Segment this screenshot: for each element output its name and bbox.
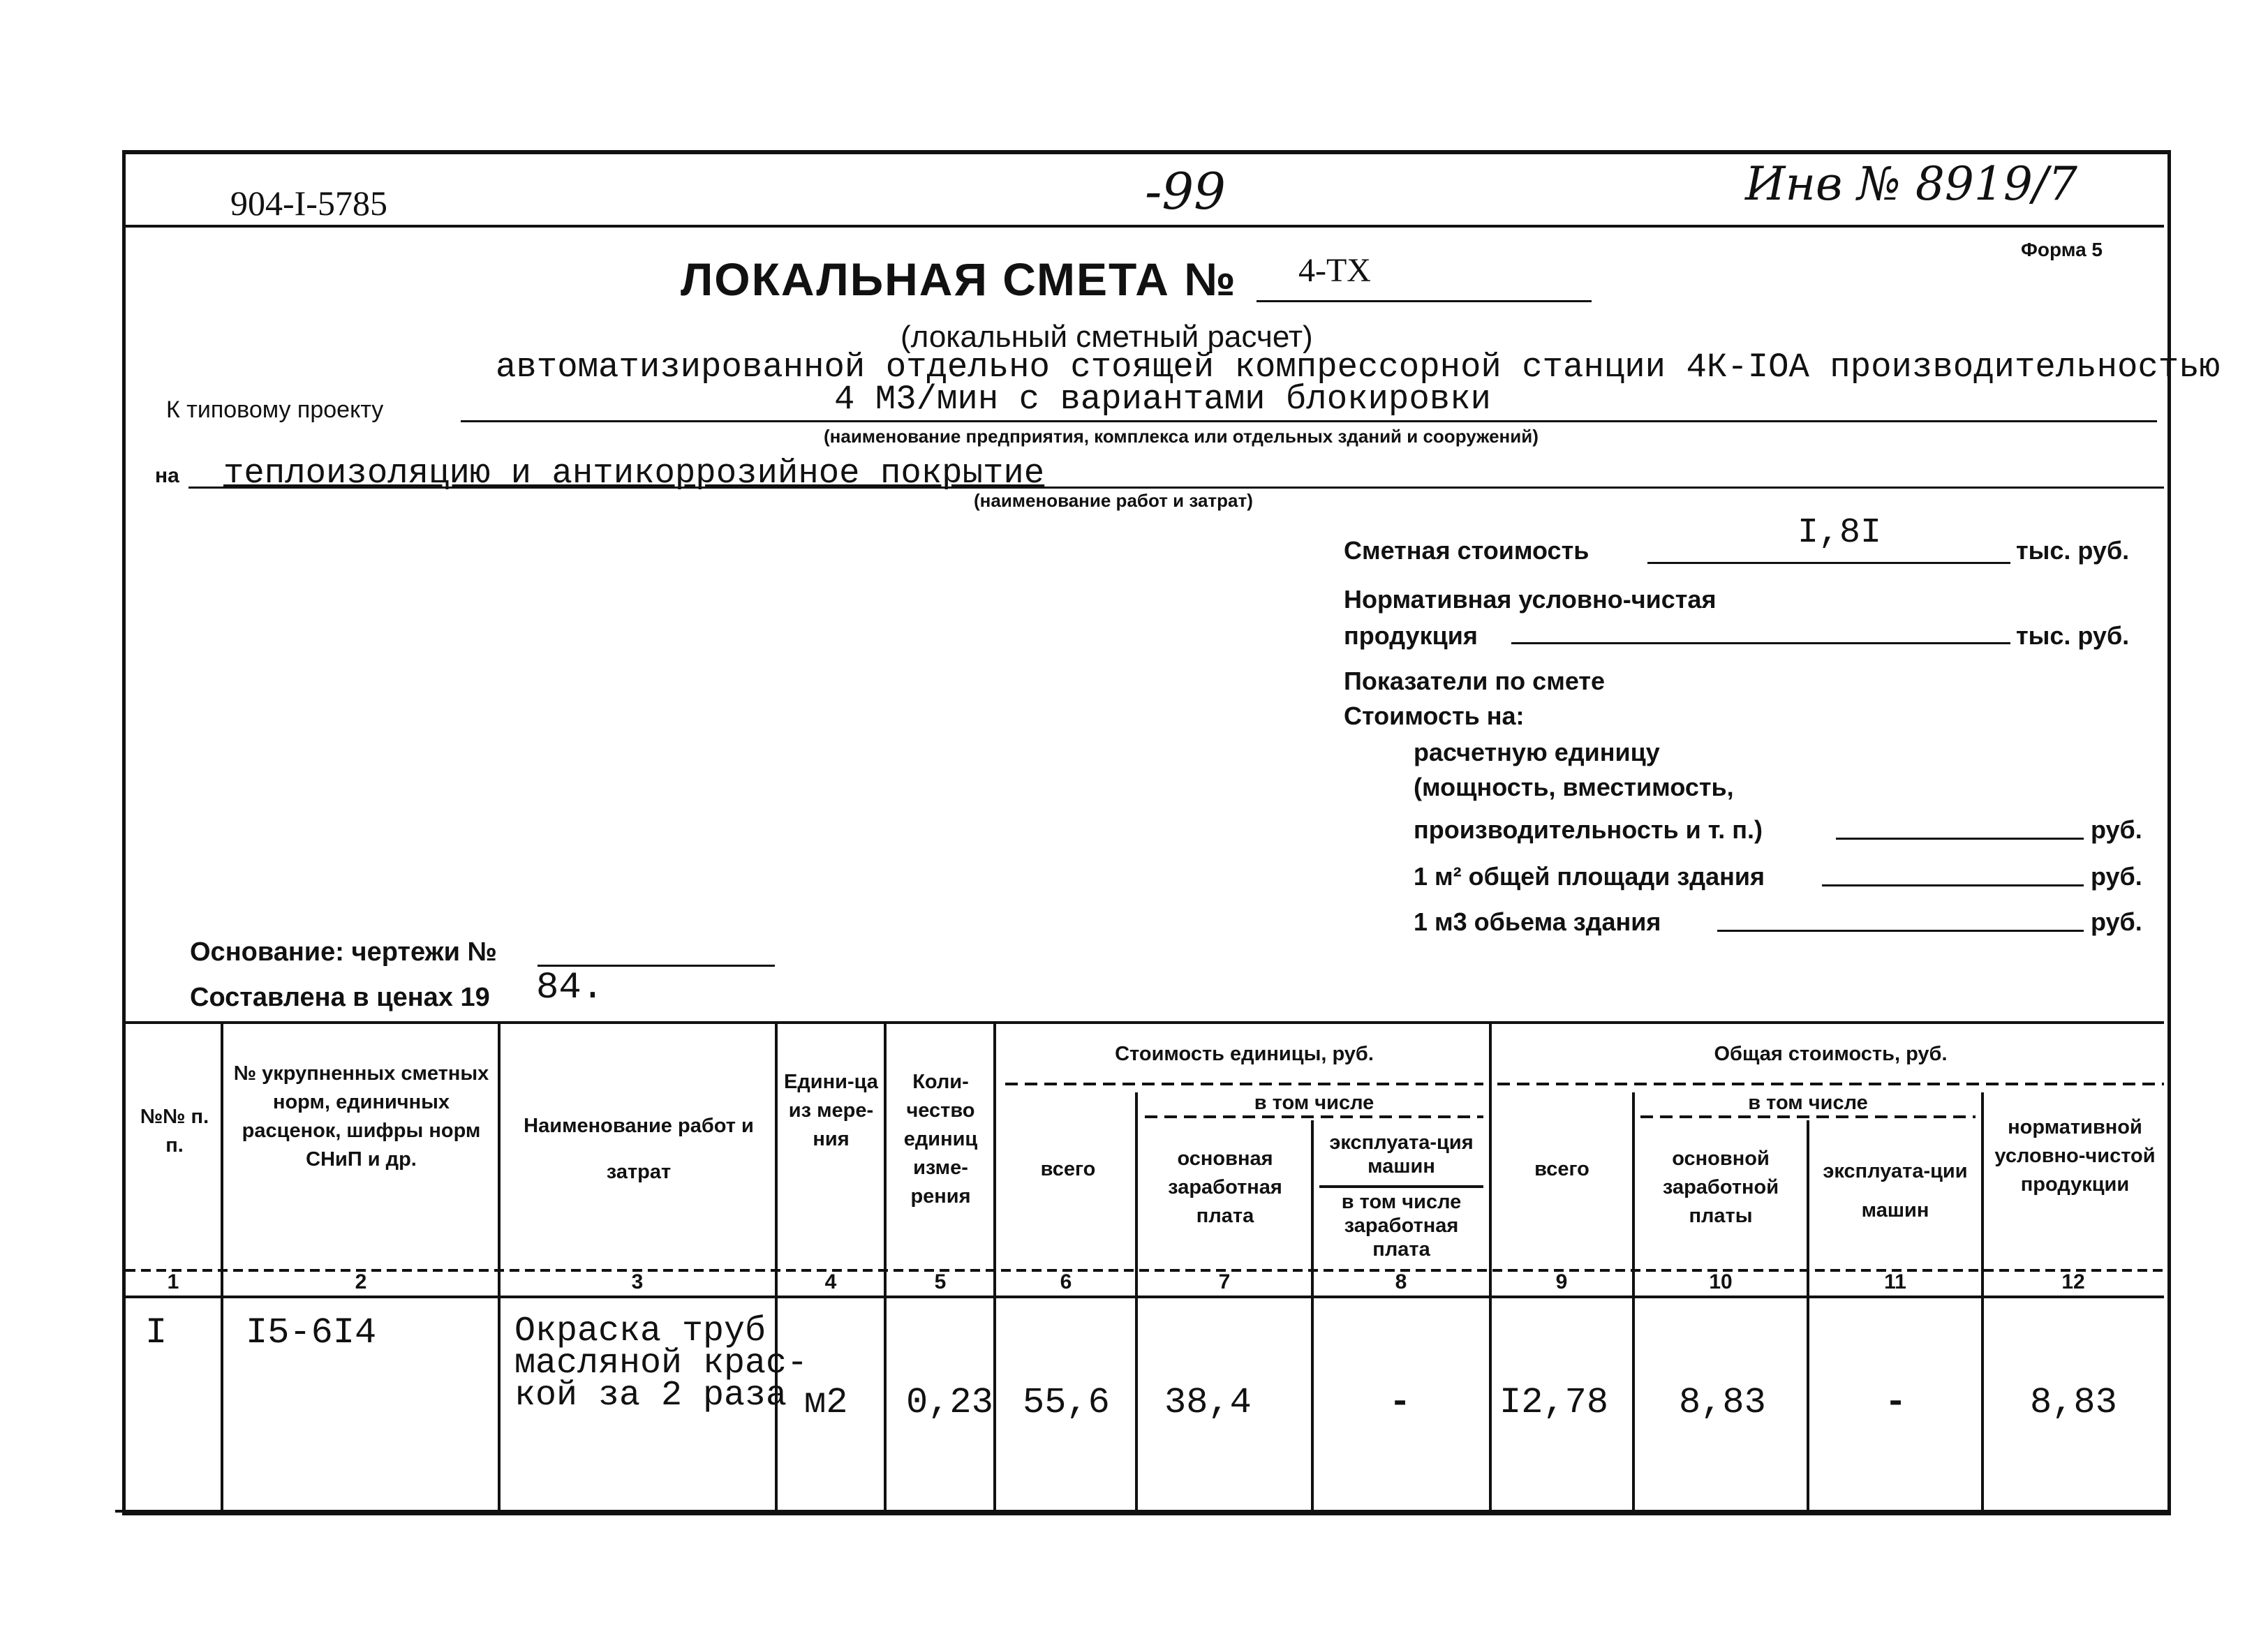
row-name-2: масляной крас- [514,1344,808,1383]
header-unit-cost-group: Стоимость единицы, руб. [1115,1043,1374,1065]
row-norm-net: 8,83 [2030,1382,2117,1423]
row-unit-total: 55,6 [1023,1382,1110,1423]
estimate-cost-unit: тыс. руб. [2016,536,2130,565]
norm-product-label-2: продукция [1344,621,1478,650]
row-total-machine: - [1885,1382,1907,1423]
header-incl-wage: в том числе заработная плата [1341,1191,1462,1261]
row-unit: м2 [804,1382,848,1423]
works-label: на [155,464,179,487]
estimate-cost-value: I,8I [1798,513,1882,553]
norm-product-label-1: Нормативная условно-чистая [1344,585,1717,614]
project-caption: (наименование предприятия, комплекса или отдельных зданий и сооружений) [824,426,1539,447]
col-number: 10 [1709,1270,1733,1293]
row-qty: 0,23 [906,1382,993,1423]
header-name: Наименование работ и затрат [524,1115,754,1183]
document-title: ЛОКАЛЬНАЯ СМЕТА № [681,253,1237,305]
row-name-3: кой за 2 раза [514,1376,787,1416]
prices-year: 84. [536,967,605,1009]
header-total-cost-group: Общая стоимость, руб. [1714,1043,1948,1065]
volume-label: 1 м3 обьема здания [1414,907,1661,936]
header-basic-wage-2: основной заработной платы [1662,1148,1779,1227]
header-unit-total: всего [1040,1158,1096,1180]
calc-unit-label-3: производительность и т. п.) [1414,815,1763,844]
col-number: 5 [934,1270,947,1293]
project-label: К типовому проекту [166,396,384,423]
col-number: 4 [824,1270,837,1293]
area-label: 1 м² общей площади здания [1414,862,1765,891]
row-unit-machine: - [1389,1382,1411,1423]
norm-product-unit: тыс. руб. [2016,621,2130,650]
project-name-line-1: автоматизированной отдельно стоящей компрессорной станции 4К-IОА производительностью [496,348,2221,387]
indicators-heading: Показатели по смете [1344,667,1606,695]
col-number: 6 [1060,1270,1072,1293]
col-number: 3 [631,1270,644,1293]
document-subtitle: (локальный сметный расчет) [900,320,1313,354]
col-number: 11 [1884,1270,1906,1293]
cost-on-label: Стоимость на: [1344,701,1525,730]
calc-unit-label-2: (мощность, вместимость, [1414,773,1734,801]
row-name-1: Окраска труб [514,1312,766,1351]
volume-unit: руб. [2091,907,2142,936]
prices-label: Составлена в ценах 19 [190,983,490,1012]
col-number: 9 [1555,1270,1568,1293]
col-number: 7 [1218,1270,1231,1293]
row-total-wage: 8,83 [1679,1382,1766,1423]
header-norms: № укрупненных сметных норм, единичных расценок, шифры норм СНиП и др. [233,1062,489,1171]
form-label: Форма 5 [2021,239,2103,260]
project-name-line-2: 4 М3/мин с вариантами блокировки [834,380,1491,419]
col-number: 12 [2061,1270,2085,1293]
works-caption: (наименование работ и затрат) [974,490,1253,511]
header-basic-wage: основная заработная плата [1168,1148,1282,1227]
drawings-label: Основание: чертежи № [190,937,497,967]
header-incl-1: в том числе [1254,1092,1374,1114]
header-num: №№ п. п. [140,1106,209,1157]
col-number: 1 [167,1270,179,1293]
inventory-number: Инв № 8919/7 [1745,157,2078,211]
page-number: -99 [1145,162,1226,221]
row-unit-wage: 38,4 [1164,1382,1252,1423]
col-number: 2 [355,1270,367,1293]
header-machine-op-2: эксплуата-ции машин [1823,1160,1968,1222]
calc-unit-unit: руб. [2091,815,2142,844]
header-norm-net: нормативной условно-чистой продукции [1994,1116,2156,1196]
estimate-number: 4-ТХ [1298,252,1371,289]
row-num: I [145,1312,168,1353]
header-machine-op: эксплуата-ция машин [1329,1131,1474,1178]
calc-unit-label-1: расчетную единицу [1414,738,1660,766]
row-norm: I5-6I4 [246,1312,377,1353]
col-number: 8 [1395,1270,1407,1293]
header-total: всего [1534,1158,1589,1180]
estimate-cost-label: Сметная стоимость [1344,536,1589,565]
works-value: теплоизоляцию и антикоррозийное покрытие [223,454,1045,493]
row-total: I2,78 [1499,1382,1609,1423]
header-unit: Едини-ца из мере-ния [784,1071,878,1150]
header-incl-2: в том числе [1748,1092,1868,1114]
area-unit: руб. [2091,862,2142,891]
header-qty: Коли-чество единиц изме-рения [903,1071,978,1208]
project-code: 904-I-5785 [230,184,387,223]
